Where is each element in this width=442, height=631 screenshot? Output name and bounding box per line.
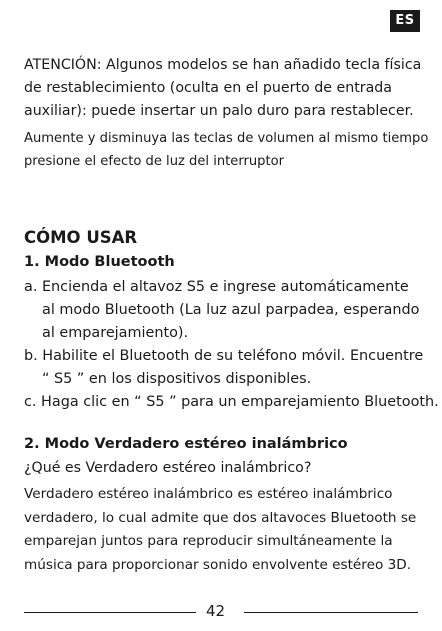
section-title: CÓMO USAR [24,228,138,247]
reset-notice: ATENCIÓN: Algunos modelos se han añadido tecla física de restablecimiento (oculta en el puerto de entrada auxiliar): puede insertar un palo duro para restablecer. [24,57,422,119]
mode1-line: c. Haga clic en “ S5 ” para un emparejamiento Bluetooth. [24,394,439,410]
mode1-line: al modo Bluetooth (La luz azul parpadea, esperando [42,302,420,318]
footer-rule-right [244,612,418,613]
mode1-line: a. Encienda el altavoz S5 e ingrese automáticamente [24,279,409,295]
mode1-line: al emparejamiento). [42,325,189,341]
mode1-line: b. Habilite el Bluetooth de su teléfono móvil. Encuentre [24,348,424,364]
page-number: 42 [206,602,226,620]
language-badge: ES [390,10,420,32]
mode1-line: “ S5 ” en los dispositivos disponibles. [42,371,312,387]
mode1-title: 1. Modo Bluetooth [24,254,175,270]
footer-rule-left [24,612,196,613]
light-effect-notice: Aumente y disminuya las teclas de volumen al mismo tiempo presione el efecto de luz del interruptor [24,131,429,169]
mode2-title: 2. Modo Verdadero estéreo inalámbrico [24,436,348,452]
page-footer [0,598,442,628]
mode2-question: ¿Qué es Verdadero estéreo inalámbrico? [24,460,312,476]
mode2-paragraph: Verdadero estéreo inalámbrico es estéreo inalámbrico verdadero, lo cual admite que dos altavoces Bluetooth se emparejan juntos para reproducir simultáneamente la música para proporcionar sonido envolvente estéreo 3D. [24,486,417,573]
